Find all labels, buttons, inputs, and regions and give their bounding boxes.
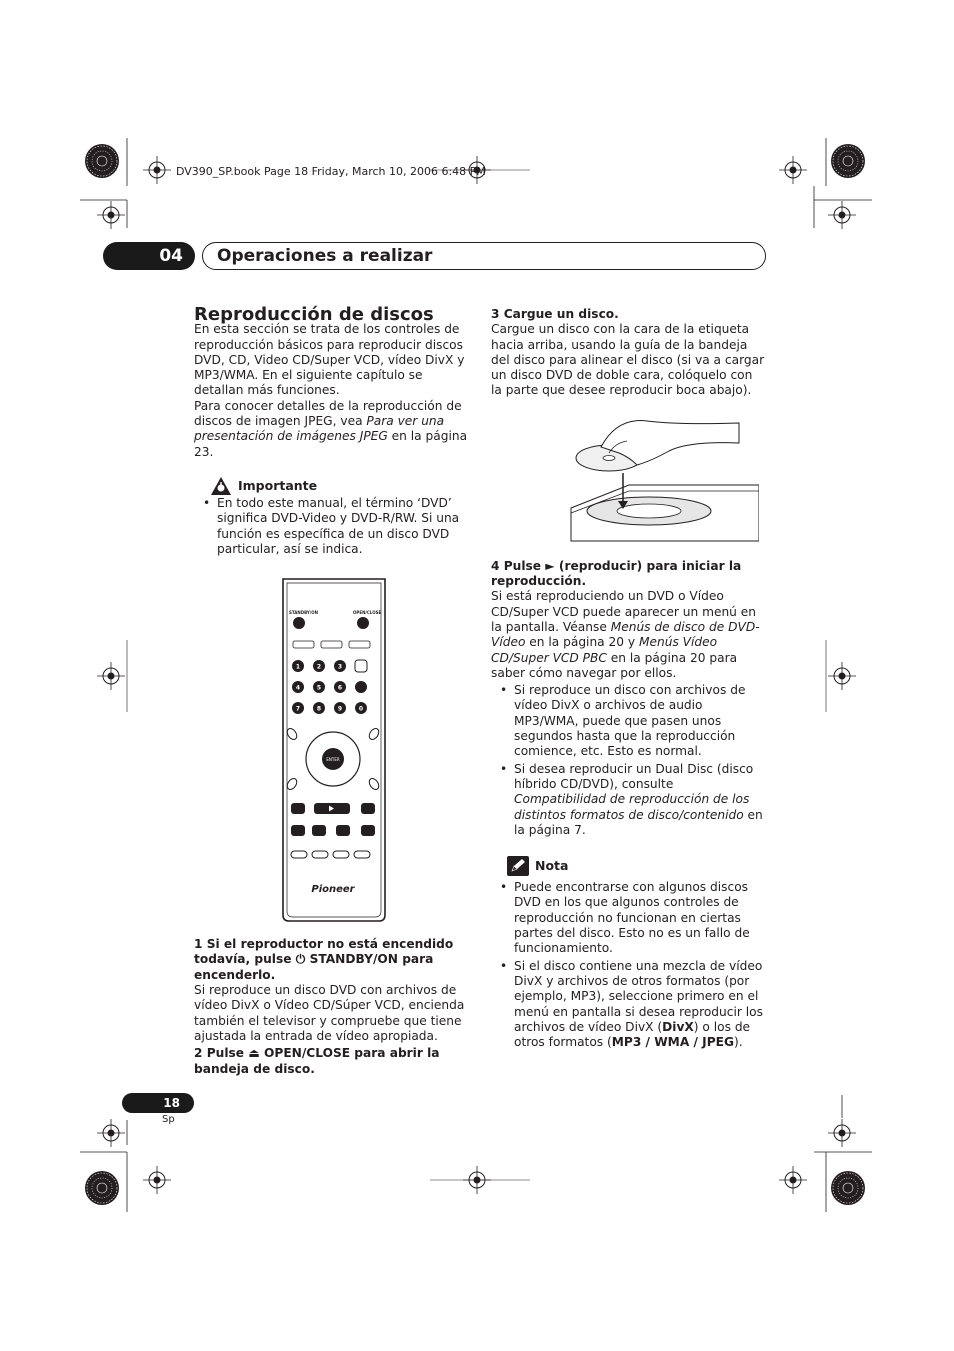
crosshair-mark-icon (97, 201, 125, 229)
crosshair-mark-icon (779, 1166, 807, 1194)
left-column (194, 304, 470, 1077)
jpeg-text-end: en la página 23. (194, 429, 468, 459)
crosshair-mark-icon (97, 662, 125, 690)
crosshair-mark-icon (143, 156, 171, 184)
crosshair-mark-icon (97, 1119, 125, 1147)
key-7[interactable]: 7 (295, 705, 301, 713)
step4-head-text: 4 Pulse (491, 558, 546, 573)
step2-head-end: OPEN/CLOSE para abrir la bandeja de disco. (194, 1046, 440, 1076)
step4-text: Si está reproduciendo un DVD o Vídeo CD/Super VCD puede aparecer un menú en la pantalla. Véanse (491, 589, 756, 634)
starburst-mark-icon (85, 1171, 119, 1205)
importante-list (194, 496, 470, 557)
key-9[interactable]: 9 (337, 705, 343, 713)
list-item (491, 762, 767, 838)
warning-icon (210, 476, 232, 496)
page-number: 18 (122, 1093, 194, 1113)
chapter-number: 04 (103, 242, 195, 270)
jpeg-paragraph (194, 399, 470, 460)
enter-label: ENTER (326, 757, 340, 763)
importante-heading (210, 476, 470, 496)
nota-heading (507, 856, 767, 876)
step4-bullets (491, 683, 767, 838)
key-1[interactable]: 1 (295, 663, 301, 671)
list-item (491, 959, 767, 1051)
step2-head-text: 2 Pulse (194, 1046, 249, 1061)
jpeg-text: Para conocer detalles de la reproducción de discos de imagen JPEG, vea (194, 398, 462, 429)
note-pencil-icon (507, 856, 529, 876)
starburst-mark-icon (831, 1171, 865, 1205)
key-6[interactable]: 6 (337, 684, 343, 692)
key-3[interactable]: 3 (337, 663, 343, 671)
standby-button[interactable] (293, 617, 305, 629)
file-info-header: DV390_SP.book Page 18 Friday, March 10, 2006 6:48 PM (176, 165, 486, 178)
crosshair-mark-icon (828, 662, 856, 690)
list-item: • En todo este manual, el término ‘DVD’ significa DVD-Video y DVD-R/RW. Si una función es específica de un disco DVD particular, así se indica. (194, 496, 470, 557)
jpeg-link-italic: Para ver una presentación de imágenes JPEG (194, 414, 445, 444)
chapter-title: Operaciones a realizar (217, 246, 433, 266)
step1-heading (194, 937, 470, 983)
key-2[interactable]: 2 (316, 663, 322, 671)
play-icon: ► (545, 558, 555, 573)
vcd-menu-reference: Menús Vídeo CD/Super VCD PBC (491, 635, 718, 665)
compatibility-reference: Compatibilidad de reproducción de los distintos formatos de disco/contenido (514, 792, 750, 822)
step4-text-end: en la página 20 para saber cómo navegar por ellos. (491, 650, 738, 680)
step2-heading (194, 1046, 470, 1077)
intro-paragraph: En esta sección se trata de los controles de reproducción básicos para reproducir discos DVD, CD, Video CD/Super VCD, vídeo DivX y MP3/WMA. En el siguiente capítulo se detallan más funciones. (194, 322, 465, 398)
step1-head-end: STANDBY/ON para encenderlo. (194, 952, 434, 982)
step1-head-text: 1 Si el reproductor no está encendido todavía, pulse (194, 937, 454, 967)
step4-heading (491, 559, 767, 590)
bullet2-text-end: en la página 7. (514, 807, 763, 837)
step4-body (491, 589, 767, 681)
open-close-label: OPEN/CLOSE (353, 610, 382, 616)
list-item: • Si reproduce un disco con archivos de vídeo DivX o archivos de audio MP3/WMA, puede que pasen unos segundos hasta que la reproducción comience, etc. Esto es normal. (491, 683, 767, 759)
section-title: Reproducción de discos (194, 304, 434, 325)
key-8[interactable]: 8 (316, 705, 322, 713)
importante-label: Importante (238, 478, 318, 494)
divx-bold: DivX (662, 1019, 694, 1034)
chapter-title-box (202, 242, 766, 270)
nota2-text-mid: ) o los de otros formatos ( (514, 1019, 751, 1050)
key-0[interactable]: 0 (358, 705, 364, 713)
eject-icon: ⏏ (248, 1046, 260, 1061)
standby-icon: ⏻ (295, 952, 306, 967)
step1-body: Si reproduce un disco DVD con archivos de vídeo DivX o Vídeo CD/Súper VCD, encienda también el televisor y compruebe que tiene ajustada la entrada de vídeo apropiada. (194, 983, 465, 1043)
crosshair-mark-icon (143, 1166, 171, 1194)
right-column (491, 307, 767, 1050)
nota-list (491, 880, 767, 1050)
pioneer-logo: Pioneer (311, 884, 355, 896)
formats-bold: MP3 / WMA / JPEG (611, 1035, 734, 1050)
step4-text-mid: en la página 20 y (525, 635, 639, 650)
standby-label: STANDBY/ON (289, 610, 318, 616)
key-5[interactable]: 5 (316, 684, 322, 692)
key-4[interactable]: 4 (295, 684, 301, 692)
step3-heading: 3 Cargue un disco. (491, 307, 619, 321)
bullet2-text: Si desea reproducir un Dual Disc (disco híbrido CD/DVD), consulte (514, 761, 754, 791)
crosshair-mark-icon (828, 1119, 856, 1147)
list-item: • Puede encontrarse con algunos discos DVD en los que algunos controles de reproducción no funcionan en ciertas partes del disco. Esto no es un fallo de funcionamiento. (491, 880, 767, 956)
nota-label: Nota (535, 858, 569, 874)
dvd-menu-reference: Menús de disco de DVD-Vídeo (491, 619, 760, 650)
open-close-button[interactable] (357, 617, 369, 629)
step4-head-end: (reproducir) para iniciar la reproducción. (491, 558, 742, 589)
nota2-text-end: ). (733, 1035, 743, 1050)
crosshair-mark-icon (828, 201, 856, 229)
disc-loading-illustration (569, 413, 759, 543)
starburst-mark-icon (85, 144, 119, 178)
starburst-mark-icon (831, 144, 865, 178)
nota2-text: Si el disco contiene una mezcla de vídeo DivX y archivos de otros formatos (por ejemplo, MP3), seleccione primero en el menú en pantalla si desea reproducir los archivos de vídeo DivX ( (514, 958, 763, 1034)
remote-control-illustration (279, 577, 389, 923)
crosshair-mark-icon (779, 156, 807, 184)
step3-body: Cargue un disco con la cara de la etiqueta hacia arriba, usando la guía de la bandeja del disco para alinear el disco (si va a cargar un disco DVD de doble cara, colóquelo con la parte que desee reproducir boca abajo). (491, 322, 765, 398)
page-language: Sp (162, 1114, 175, 1125)
